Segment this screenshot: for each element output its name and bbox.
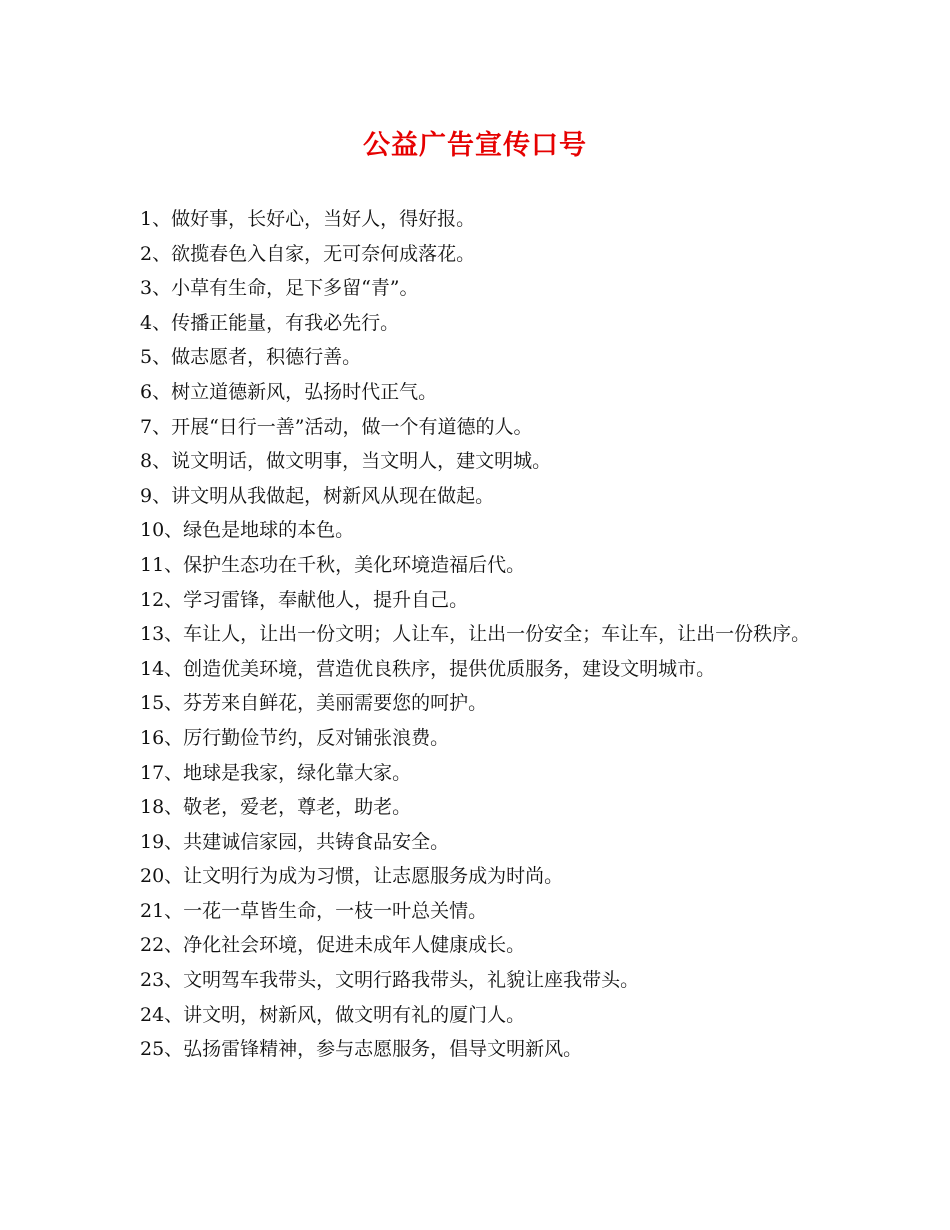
slogan-item: 6、树立道德新风，弘扬时代正气。 <box>140 380 438 403</box>
slogan-item: 4、传播正能量，有我必先行。 <box>140 311 400 334</box>
slogan-item: 1、做好事，长好心，当好人，得好报。 <box>140 208 476 230</box>
slogan-item: 23、文明驾车我带头，文明行路我带头，礼貌让座我带头。 <box>140 969 640 992</box>
slogan-item: 15、芬芳来自鲜花，美丽需要您的呵护。 <box>140 692 488 715</box>
slogan-list <box>140 202 820 1067</box>
slogan-item: 2、欲揽春色入自家，无可奈何成落花。 <box>140 242 476 265</box>
slogan-item: 20、让文明行为成为习惯，让志愿服务成为时尚。 <box>140 865 564 888</box>
slogan-item: 24、讲文明，树新风，做文明有礼的厦门人。 <box>140 1003 526 1026</box>
slogan-item: 12、学习雷锋，奉献他人，提升自己。 <box>140 588 469 611</box>
slogan-item: 3、小草有生命，足下多留“青”。 <box>140 277 419 300</box>
slogan-item: 7、开展“日行一善”活动，做一个有道德的人。 <box>140 415 533 438</box>
slogan-item: 11、保护生态功在千秋，美化环境造福后代。 <box>140 553 526 576</box>
slogan-item: 19、共建诚信家园，共铸食品安全。 <box>140 830 450 853</box>
slogan-item: 17、地球是我家，绿化靠大家。 <box>140 761 412 784</box>
slogan-item: 8、说文明话，做文明事，当文明人，建文明城。 <box>140 450 552 473</box>
slogan-item: 9、讲文明从我做起，树新风从现在做起。 <box>140 484 495 507</box>
slogan-item: 16、厉行勤俭节约，反对铺张浪费。 <box>140 726 450 749</box>
slogan-item: 10、绿色是地球的本色。 <box>140 519 355 542</box>
slogan-item: 22、净化社会环境，促进未成年人健康成长。 <box>140 934 526 957</box>
slogan-item: 13、车让人，让出一份文明；人让车，让出一份安全；车让车，让出一份秩序。 <box>140 623 811 646</box>
slogan-item: 14、创造优美环境，营造优良秩序，提供优质服务，建设文明城市。 <box>140 657 716 680</box>
slogan-item: 5、做志愿者，积德行善。 <box>140 346 362 369</box>
slogan-item: 18、敬老，爱老，尊老，助老。 <box>140 796 412 819</box>
slogan-item: 21、一花一草皆生命，一枝一叶总关情。 <box>140 899 488 922</box>
slogan-item: 25、弘扬雷锋精神，参与志愿服务，倡导文明新风。 <box>140 1038 583 1061</box>
document-title: 公益广告宣传口号 <box>363 130 587 161</box>
